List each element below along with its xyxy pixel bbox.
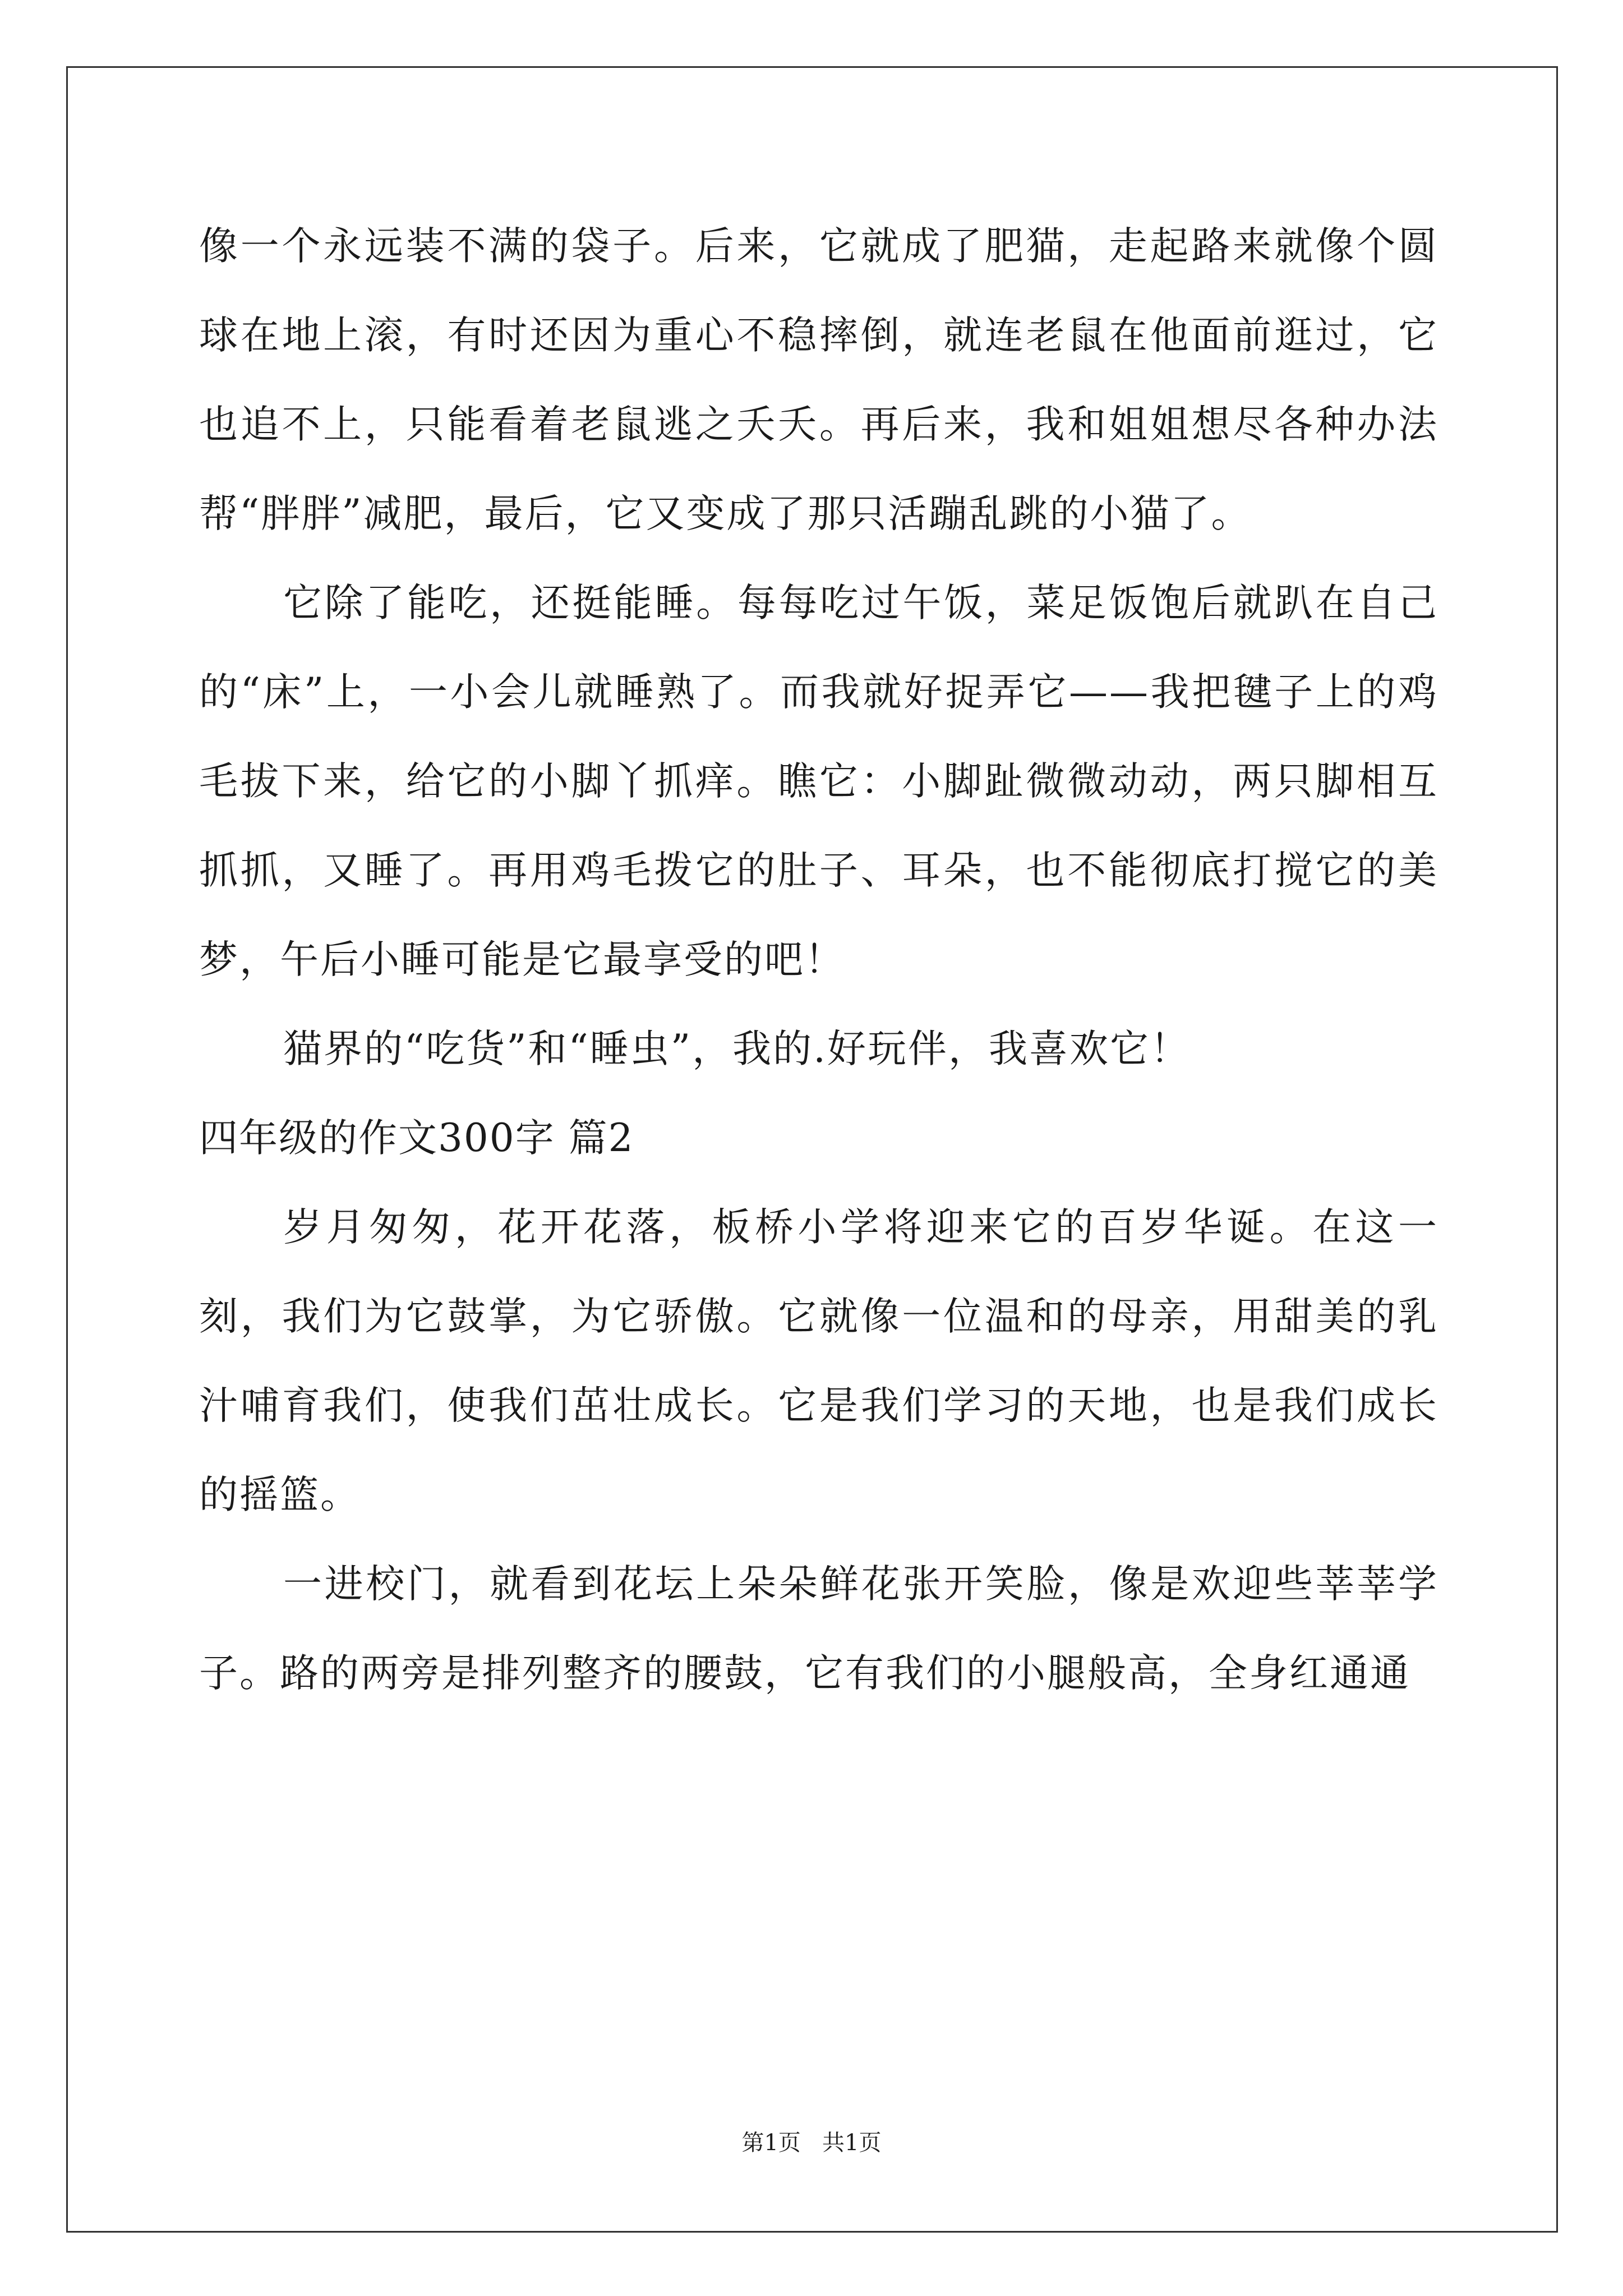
paragraph-1: 像一个永远装不满的袋子。后来，它就成了肥猫，走起路来就像个圆球在地上滚，有时还因为重心不稳摔倒，就连老鼠在他面前逛过，它也追不上，只能看着老鼠逃之夭夭。再后来，我和姐姐想尽各种办法帮“胖胖”减肥，最后，它又变成了那只活蹦乱跳的小猫了。 [199, 224, 1438, 536]
paragraph-3: 猫界的“吃货”和“睡虫”，我的.好玩伴，我喜欢它！ [283, 1027, 1191, 1071]
section-heading: 四年级的作文300字 篇2 [199, 1116, 634, 1161]
paragraph-5: 一进校门，就看到花坛上朵朵鲜花张开笑脸，像是欢迎些莘莘学子。路的两旁是排列整齐的腰鼓，它有我们的小腿般高，全身红通通 [199, 1562, 1438, 1696]
document-body [199, 202, 1438, 1718]
page-footer: 第1页 共1页 [741, 2130, 882, 2156]
paragraph-4: 岁月匆匆，花开花落，板桥小学将迎来它的百岁华诞。在这一刻，我们为它鼓掌，为它骄傲。它就像一位温和的母亲，用甜美的乳汁哺育我们，使我们茁壮成长。它是我们学习的天地，也是我们成长的摇篮。 [199, 1205, 1438, 1517]
paragraph-2: 它除了能吃，还挺能睡。每每吃过午饭，菜足饭饱后就趴在自己的“床”上，一小会儿就睡熟了。而我就好捉弄它——我把毽子上的鸡毛拔下来，给它的小脚丫抓痒。瞧它：小脚趾微微动动，两只脚相互抓抓，又睡了。再用鸡毛拨它的肚子、耳朵，也不能彻底打搅它的美梦，午后小睡可能是它最享受的吧！ [199, 581, 1438, 982]
